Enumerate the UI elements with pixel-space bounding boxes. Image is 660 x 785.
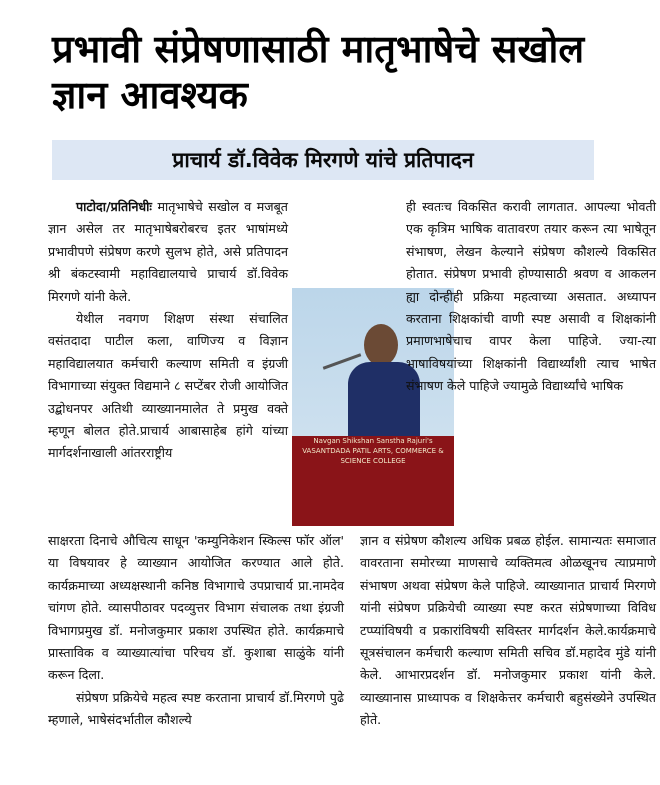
subheadline: प्राचार्य डॉ.विवेक मिरगणे यांचे प्रतिपादन bbox=[172, 148, 474, 172]
paragraph-2: येथील नवगण शिक्षण संस्था संचालित वसंतदादा पाटील कला, वाणिज्य व विज्ञान महाविद्यालयात कर्मचारी कल्याण समिती व इंग्रजी विभागाच्या संयुक्त विद्यमाने ८ सप्टेंबर रोजी आयोजित उद्बोधनपर अतिथी व्याख्यानमालेत ते प्रमुख वक्ते म्हणून बोलत होते.प्राचार्य आबासाहेब हांगे यांच्या मार्गदर्शनाखाली आंतरराष्ट्रीय bbox=[48, 311, 288, 461]
right-column-top bbox=[406, 196, 656, 398]
paragraph-2-cont: साक्षरता दिनाचे औचित्य साधून 'कम्युनिकेशन स्किल्स फॉर ऑल' या विषयावर हे व्याख्यान आयोजित करण्यात आले होते. कार्यक्रमाच्या अध्यक्षस्थानी कनिष्ठ विभागाचे उपप्राचार्य प्रा.नामदेव चांगण होते. व्यासपीठावर पदव्युत्तर विभाग संचालक तथा इंग्रजी विभागप्रमुख डॉ. मनोजकुमार प्रकाश उपस्थित होते. कार्यक्रमाचे प्रास्ताविक व व्याख्यात्यांचा परिचय डॉ. कुशाबा साळुंके यांनी करून दिला. bbox=[48, 533, 344, 683]
speaker-head bbox=[364, 324, 398, 366]
headline: प्रभावी संप्रेषणासाठी मातृभाषेचे सखोल ज्ञान आवश्यक bbox=[52, 27, 585, 117]
byline: पाटोदा/प्रतिनिधीः bbox=[76, 199, 152, 214]
right-paragraph-1-cont: ज्ञान व संप्रेषण कौशल्य अधिक प्रबळ होईल. सामान्यतः समाजात वावरताना समोरच्या माणसाचे व्यक्तिमत्व ओळखूनच त्याप्रमाणे संभाषण अथवा संप्रेषण केले पाहिजे. व्याख्यानात प्राचार्य मिरगणे यांनी संप्रेषण प्रक्रियेची व्याख्या स्पष्ट करत संप्रेषणाच्या विविध टप्प्यांविषयी व प्रकारांविषयी सविस्तर मार्गदर्शन केले.कार्यक्रमाचे सूत्रसंचालन कर्मचारी कल्याण समिती सचिव डॉ.महादेव मुंडे यांनी केले. आभारप्रदर्शन डॉ. मनोजकुमार प्रकाश यांनी केले. व्याख्यानास प्राध्यापक व शिक्षकेत्तर कर्मचारी बहुसंख्येने उपस्थित होते. bbox=[360, 533, 656, 728]
left-column-bottom bbox=[48, 530, 344, 732]
right-paragraph-1: ही स्वतःच विकसित करावी लागतात. आपल्या भोवती एक कृत्रिम भाषिक वातावरण तयार करून त्या भाषेतून संभाषण, लेखन केल्याने संप्रेषण कौशल्ये विकसित होतात. संप्रेषण प्रभावी होण्यासाठी श्रवण व आकलन ह्या दोन्हीही प्रक्रिया महत्वाच्या असतात. अध्यापन करताना शिक्षकांची वाणी स्पष्ट असावी व शिक्षकांनी प्रमाणभाषेचाच वापर केला पाहिजे. ज्या-त्या भाषाविषयांच्या शिक्षकांनी विद्यार्थ्यांशी त्याच भाषेत संभाषण केले पाहिजे ज्यामुळे विद्यार्थ्यांचे भाषिक bbox=[406, 199, 656, 394]
paragraph-1 bbox=[48, 196, 288, 308]
right-column-bottom bbox=[360, 530, 656, 732]
left-column-top bbox=[48, 196, 288, 465]
podium-banner-text: Navgan Shikshan Sanstha Rajuri's VASANTDADA PATIL ARTS, COMMERCE & SCIENCE COLLEGE bbox=[302, 437, 444, 465]
paragraph-3: संप्रेषण प्रक्रियेचे महत्व स्पष्ट करताना प्राचार्य डॉ.मिरगणे पुढे म्हणाले, भाषेसंदर्भातील कौशल्ये bbox=[48, 689, 344, 728]
subheadline-band bbox=[52, 140, 594, 180]
paragraph-1-text: मातृभाषेचे सखोल व मजबूत ज्ञान असेल तर मातृभाषेबरोबरच इतर भाषांमध्ये प्रभावीपणे संप्रेषण करणे सुलभ होते, असे प्रतिपादन श्री बंकटस्वामी महाविद्यालयाचे प्राचार्य डॉ.विवेक मिरगणे यांनी केले. bbox=[48, 199, 288, 304]
